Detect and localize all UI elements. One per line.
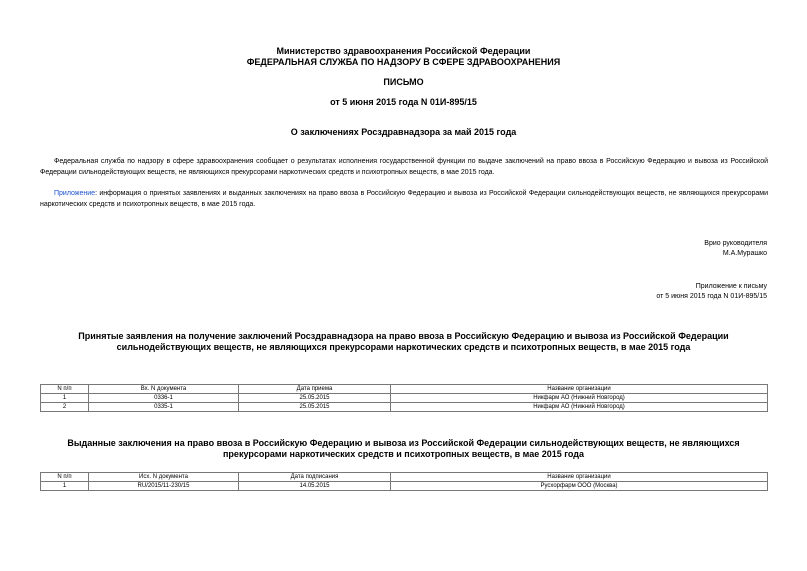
appendix-line-1: Приложение к письму xyxy=(695,283,767,290)
table-cell: 1 xyxy=(41,482,89,491)
column-header: Дата приема xyxy=(239,385,391,394)
table-row xyxy=(41,394,768,403)
table1-title-line-1: Принятые заявления на получение заключений Росздравнадзора на право ввоза в Российскую Федерацию и вывоза из Российской Федерации xyxy=(78,331,729,341)
table-cell: 0335-1 xyxy=(89,403,239,412)
column-header: Вх. N документа xyxy=(89,385,239,394)
table2-title-line-1: Выданные заключения на право ввоза в Российскую Федерацию и вывоза из Российской Федерации сильнодействующих веществ, не являющихся xyxy=(67,438,740,448)
document-subject: О заключениях Росздравнадзора за май 2015 года xyxy=(290,127,517,137)
table-cell: RU/2015/11-230/15 xyxy=(89,482,239,491)
table2-title-line-2: прекурсорами наркотических средств и психотропных веществ, в мае 2015 года xyxy=(223,449,584,459)
table-cell: 2 xyxy=(41,403,89,412)
table-row xyxy=(41,482,768,491)
table-cell: 25.05.2015 xyxy=(239,394,391,403)
attachment-link[interactable]: Приложение xyxy=(54,190,96,197)
table-cell: Русхорфарм ООО (Москва) xyxy=(391,482,768,491)
column-header: Название организации xyxy=(391,473,768,482)
column-header: N п/п xyxy=(41,385,89,394)
column-header: Дата подписания xyxy=(239,473,391,482)
table-cell: 0336-1 xyxy=(89,394,239,403)
table-cell: 25.05.2015 xyxy=(239,403,391,412)
appendix-line-2: от 5 июня 2015 года N 01И-895/15 xyxy=(656,293,767,300)
paragraph-text: Федеральная служба по надзору в сфере здравоохранения сообщает о результатах исполнения государственной функции по выдаче заключений на право ввоза в Российскую Федерацию и вывоза из Российской Федерации сильнодействующих веществ, не являющихся прекурсорами наркотических средств и психотропных веществ, в мае 2015 года. xyxy=(40,158,768,176)
applications-table xyxy=(40,384,768,412)
table-header-row xyxy=(41,473,768,482)
document-date: от 5 июня 2015 года N 01И-895/15 xyxy=(330,97,477,107)
table-cell: Никфарм АО (Нижний Новгород) xyxy=(391,394,768,403)
service-name: ФЕДЕРАЛЬНАЯ СЛУЖБА ПО НАДЗОРУ В СФЕРЕ ЗДРАВООХРАНЕНИЯ xyxy=(246,57,561,67)
attachment-text: : информация о принятых заявлениях и выданных заключениях на право ввоза в Российскую Федерацию и вывоза из Российской Федерации сильнодействующих веществ, не являющихся прекурсорами наркотических средств и психотропных веществ, в мае 2015 года. xyxy=(40,190,768,208)
document-type: ПИСЬМО xyxy=(383,77,424,87)
table1-title-line-2: сильнодействующих веществ, не являющихся прекурсорами наркотических средств и психотропных веществ, в мае 2015 года xyxy=(116,342,691,352)
signature-position: Врио руководителя xyxy=(704,240,767,247)
table-cell: 1 xyxy=(41,394,89,403)
ministry-name: Министерство здравоохранения Российской Федерации xyxy=(276,46,531,56)
column-header: Название организации xyxy=(391,385,768,394)
column-header: N п/п xyxy=(41,473,89,482)
table-header-row xyxy=(41,385,768,394)
table-cell: Никфарм АО (Нижний Новгород) xyxy=(391,403,768,412)
conclusions-table xyxy=(40,472,768,491)
table-cell: 14.05.2015 xyxy=(239,482,391,491)
attachment-paragraph xyxy=(40,188,768,210)
body-paragraph xyxy=(40,156,768,178)
table-row xyxy=(41,403,768,412)
signature-name: М.А.Мурашко xyxy=(722,250,767,257)
column-header: Исх. N документа xyxy=(89,473,239,482)
